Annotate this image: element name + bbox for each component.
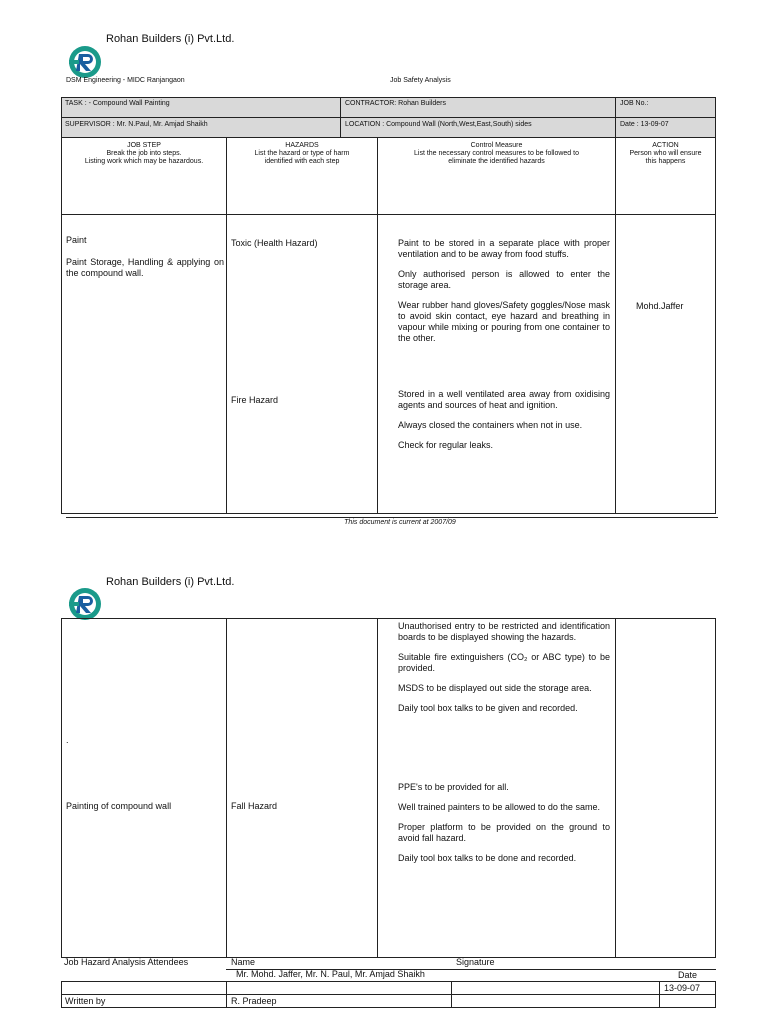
written-date: 13-09-07 — [664, 983, 701, 993]
footer-divider — [66, 517, 718, 518]
location-cell — [340, 117, 616, 138]
control-measure: Wear rubber hand gloves/Safety goggles/Nose mask to avoid skin contact, eye hazard and breathing in vapour while mixing or pouring from one container to the other. — [398, 300, 610, 343]
task-text: TASK : - Compound Wall Painting — [65, 100, 170, 107]
job-step-cell — [61, 214, 227, 514]
header-desc: List the hazard or type of harm — [254, 150, 350, 157]
bottom-cell — [659, 994, 716, 1008]
name-label: Name — [231, 957, 256, 967]
location-text: LOCATION : Compound Wall (North,West,East,South) sides — [345, 121, 532, 128]
date-text: Date : 13-09-07 — [620, 121, 669, 128]
subheading-left: DSM Engineering - MIDC Ranjangaon — [66, 77, 185, 84]
header-title: Control Measure — [470, 142, 523, 149]
contractor-text: CONTRACTOR: Rohan Builders — [345, 100, 447, 107]
header-job-step — [61, 137, 227, 215]
control-measure: Proper platform to be provided on the ground to avoid fall hazard. — [398, 822, 610, 843]
control-measure: Unauthorised entry to be restricted and identification boards to be displayed showing the hazards. — [398, 621, 610, 642]
bottom-cell — [226, 981, 452, 995]
controls-cell — [377, 214, 616, 514]
header-desc: Person who will ensure — [629, 150, 702, 157]
hazards-cell — [226, 214, 378, 514]
control-measure: MSDS to be displayed out side the storage area. — [398, 683, 592, 693]
header-action — [615, 137, 716, 215]
hazard-fire: Fire Hazard — [231, 395, 279, 405]
date-label: Date — [678, 970, 698, 980]
bottom-date-cell — [659, 981, 716, 995]
control-measure: Always closed the containers when not in use. — [398, 420, 583, 430]
control-measure: Only authorised person is allowed to enter the storage area. — [398, 269, 610, 290]
hazard-fall: Fall Hazard — [231, 801, 278, 811]
header-hazards — [226, 137, 378, 215]
date-cell — [615, 117, 716, 138]
header-title: ACTION — [652, 142, 679, 149]
supervisor-text: SUPERVISOR : Mr. N.Paul, Mr. Amjad Shaikh — [65, 121, 208, 128]
control-measure: Well trained painters to be allowed to do the same. — [398, 802, 600, 812]
company-logo-icon — [68, 587, 102, 621]
header-desc: eliminate the identified hazards — [448, 158, 545, 165]
header-title: HAZARDS — [285, 142, 319, 149]
job-step-title: Paint — [66, 235, 87, 245]
written-by-name: R. Pradeep — [231, 996, 277, 1006]
written-by-label-cell — [61, 994, 227, 1008]
header-control-measure — [377, 137, 616, 215]
job-no-text: JOB No.: — [620, 100, 649, 107]
control-measure: Suitable fire extinguishers (CO₂ or ABC type) to be provided. — [398, 652, 610, 673]
header-desc: this happens — [645, 158, 686, 165]
header-desc: Break the job into steps. — [106, 150, 182, 157]
job-step-cell — [61, 618, 227, 958]
bottom-cell — [61, 981, 227, 995]
bottom-cell — [451, 994, 660, 1008]
action-person: Mohd.Jaffer — [636, 301, 684, 311]
company-logo-icon — [68, 45, 102, 79]
written-by-label: Written by — [65, 996, 106, 1006]
document-type: Job Safety Analysis — [390, 77, 451, 84]
bottom-cell — [451, 981, 660, 995]
header-desc: List the necessary control measures to be followed to — [414, 150, 579, 157]
stray-dot: . — [66, 735, 69, 745]
header-desc: Listing work which may be hazardous. — [84, 158, 204, 165]
company-name: Rohan Builders (i) Pvt.Ltd. — [106, 576, 235, 588]
attendee-names: Mr. Mohd. Jaffer, Mr. N. Paul, Mr. Amjad Shaikh — [236, 969, 425, 979]
attendees-label: Job Hazard Analysis Attendees — [64, 957, 189, 967]
action-cell — [615, 214, 716, 514]
header-title: JOB STEP — [127, 142, 161, 149]
control-measure: PPE's to be provided for all. — [398, 782, 509, 792]
job-step-desc: Painting of compound wall — [66, 801, 172, 811]
action-cell — [615, 618, 716, 958]
control-measure: Check for regular leaks. — [398, 440, 494, 450]
job-step-desc: Paint Storage, Handling & applying on the compound wall. — [66, 257, 224, 278]
company-name: Rohan Builders (i) Pvt.Ltd. — [106, 33, 235, 45]
control-measure: Daily tool box talks to be given and recorded. — [398, 703, 578, 713]
control-measure: Daily tool box talks to be done and recorded. — [398, 853, 577, 863]
written-by-name-cell — [226, 994, 452, 1008]
job-no-cell — [615, 97, 716, 118]
control-measure: Stored in a well ventilated area away from oxidising agents and sources of heat and ignition. — [398, 389, 610, 410]
header-desc: identified with each step — [264, 158, 340, 165]
signature-label: Signature — [456, 957, 495, 967]
hazard-toxic: Toxic (Health Hazard) — [231, 238, 318, 248]
footer-note: This document is current at 2007/09 — [344, 519, 456, 526]
supervisor-cell — [61, 117, 341, 138]
task-cell — [61, 97, 341, 118]
hazards-cell — [226, 618, 378, 958]
controls-cell — [377, 618, 616, 958]
contractor-cell — [340, 97, 616, 118]
control-measure: Paint to be stored in a separate place with proper ventilation and to be away from food stuffs. — [398, 238, 610, 259]
